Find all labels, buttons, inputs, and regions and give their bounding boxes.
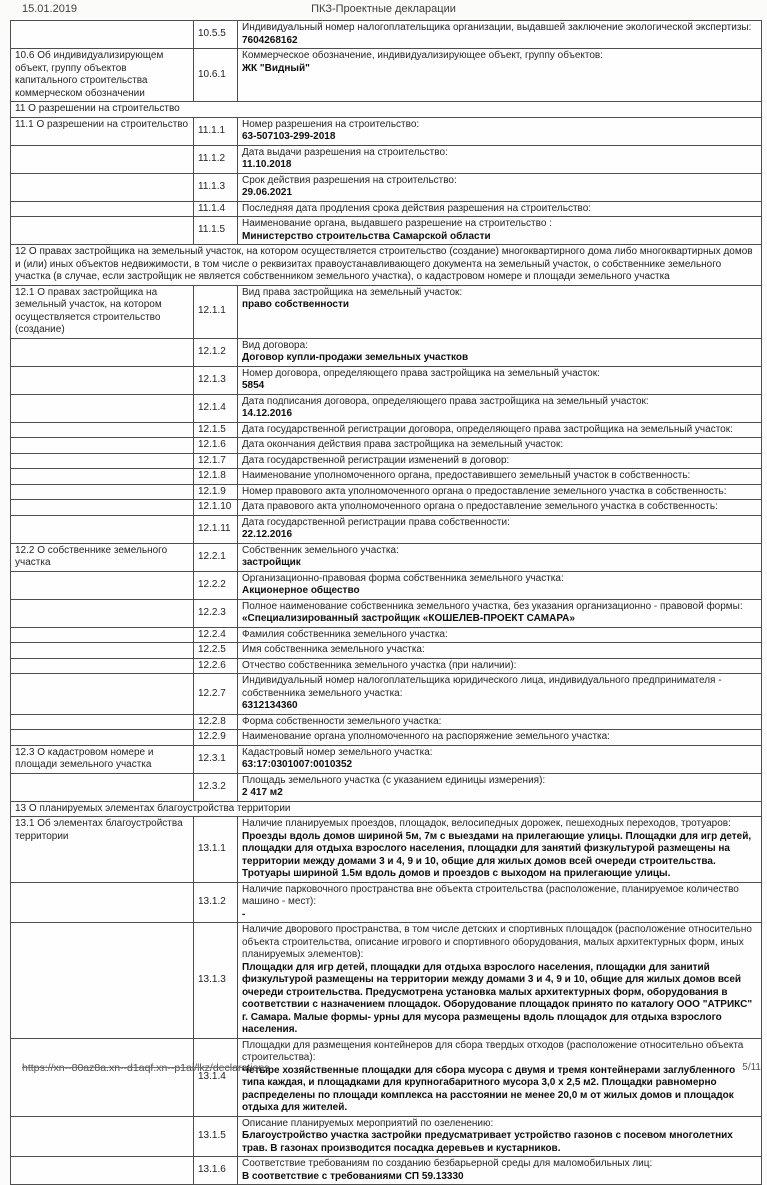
row-group-label bbox=[11, 572, 194, 599]
row-content bbox=[238, 643, 761, 658]
table-row bbox=[11, 715, 761, 731]
section-title: 13 О планируемых элементах благоустройства территории bbox=[15, 802, 291, 814]
field-label: Номер договора, определяющего права застройщика на земельный участок: bbox=[242, 367, 600, 379]
table-row bbox=[11, 923, 761, 1039]
footer-url: https://xn--80az8a.xn--d1aqf.xn--p1ai/lkz/declarations bbox=[22, 1062, 270, 1074]
row-number: 12.2.3 bbox=[194, 600, 238, 627]
row-group-label bbox=[11, 674, 194, 714]
field-label: Описание планируемых мероприятий по озеленению: bbox=[242, 1117, 494, 1129]
row-group-label bbox=[11, 715, 194, 730]
row-number: 11.1.1 bbox=[194, 118, 238, 145]
row-content bbox=[238, 367, 761, 394]
table-row bbox=[11, 730, 761, 746]
field-value: 63-507103-299-2018 bbox=[242, 131, 336, 142]
row-group-label: 12.1 О правах застройщика на земельный участок, на котором осуществляется строительство (создание) bbox=[11, 286, 194, 338]
row-content bbox=[238, 628, 761, 643]
field-label: Площадь земельного участка (с указанием единицы измерения): bbox=[242, 774, 546, 786]
row-number: 12.1.3 bbox=[194, 367, 238, 394]
table-row bbox=[11, 628, 761, 644]
row-content bbox=[238, 516, 761, 543]
field-label: Полное наименование собственника земельного участка, без указания организационно - правовой формы: bbox=[242, 600, 743, 612]
table-row bbox=[11, 286, 761, 339]
section-title: 12 О правах застройщика на земельный участок, на котором осуществляется строительство (создание) многоквартирного дома либо многоквартирных домов и (или) иных объектов недвижимости, в том числе о реквизитах правоустанавливающего документа на земельный участок, о собственнике земельного участка (в случае, если застройщик не является собственником земельного участка), о кадастровом номере и площади земельного участка bbox=[15, 246, 753, 282]
row-number: 13.1.6 bbox=[194, 1157, 238, 1184]
field-label: Наименование уполномоченного органа, предоставившего земельный участок в собственность: bbox=[242, 470, 691, 481]
row-content bbox=[238, 174, 761, 201]
field-label: Дата окончания действия права застройщика на земельный участок: bbox=[242, 439, 564, 450]
row-content bbox=[238, 500, 761, 515]
row-number: 12.2.6 bbox=[194, 659, 238, 674]
field-label: Имя собственника земельного участка: bbox=[242, 644, 425, 655]
row-group-label bbox=[11, 774, 194, 801]
row-group-label bbox=[11, 469, 194, 484]
table-row bbox=[11, 485, 761, 501]
row-number: 11.1.3 bbox=[194, 174, 238, 201]
field-label: Наименование органа уполномоченного на распоряжение земельного участка: bbox=[242, 731, 610, 742]
row-group-label bbox=[11, 217, 194, 244]
table-row bbox=[11, 395, 761, 423]
row-number: 13.1.5 bbox=[194, 1117, 238, 1157]
row-number: 12.3.2 bbox=[194, 774, 238, 801]
table-row bbox=[11, 500, 761, 516]
row-group-label bbox=[11, 146, 194, 173]
field-label: Форма собственности земельного участка: bbox=[242, 715, 442, 727]
row-number: 13.1.1 bbox=[194, 817, 238, 882]
row-number: 10.6.1 bbox=[194, 49, 238, 101]
table-row bbox=[11, 600, 761, 628]
row-content bbox=[238, 1117, 761, 1157]
table-row bbox=[11, 774, 761, 802]
table-row bbox=[11, 544, 761, 572]
row-number: 12.1.11 bbox=[194, 516, 238, 543]
print-date: 15.01.2019 bbox=[22, 3, 78, 15]
row-number: 12.2.4 bbox=[194, 628, 238, 643]
row-content bbox=[238, 395, 761, 422]
field-label: Последняя дата продления срока действия разрешения на строительство: bbox=[242, 202, 592, 214]
table-row bbox=[11, 202, 761, 218]
table-row bbox=[11, 572, 761, 600]
field-label: Вид договора: bbox=[242, 339, 308, 351]
field-label: Отчество собственника земельного участка (при наличии): bbox=[242, 659, 517, 671]
row-group-label bbox=[11, 21, 194, 48]
row-content bbox=[238, 746, 761, 773]
row-number: 13.1.3 bbox=[194, 923, 238, 1038]
field-label: Кадастровый номер земельного участка: bbox=[242, 746, 433, 758]
field-value: застройщик bbox=[242, 557, 301, 568]
row-content bbox=[238, 146, 761, 173]
row-content bbox=[238, 454, 761, 469]
field-label: Организационно-правовая форма собственника земельного участка: bbox=[242, 572, 564, 584]
row-content bbox=[238, 1157, 761, 1184]
row-group-label bbox=[11, 628, 194, 643]
field-value: 14.12.2016 bbox=[242, 408, 293, 419]
row-group-label bbox=[11, 500, 194, 515]
print-header bbox=[0, 0, 767, 20]
row-number: 13.1.4 bbox=[194, 1039, 238, 1116]
print-footer bbox=[0, 1060, 767, 1080]
row-group-label bbox=[11, 395, 194, 422]
field-label: Соответствие требованиям по созданию безбарьерной среды для маломобильных лиц: bbox=[242, 1158, 653, 1169]
row-number: 12.1.4 bbox=[194, 395, 238, 422]
table-row bbox=[11, 1117, 761, 1158]
table-row bbox=[11, 817, 761, 883]
row-content bbox=[238, 659, 761, 674]
row-number: 11.1.5 bbox=[194, 217, 238, 244]
field-label: Наличие планируемых проездов, площадок, велосипедных дорожек, пешеходных переходов, тротуаров: bbox=[242, 818, 731, 829]
table-row bbox=[11, 659, 761, 675]
field-label: Срок действия разрешения на строительство: bbox=[242, 174, 457, 186]
row-number: 10.5.5 bbox=[194, 21, 238, 48]
field-value: ЖК "Видный" bbox=[242, 62, 310, 74]
field-value: 2 417 м2 bbox=[242, 787, 283, 798]
field-value: Площадки для игр детей, площадки для отдыха взрослого населения, площадки для занитий физкультурой размещены на территории между домами 3 и 4, 9 и 10, общие для жилых домов всей очереди строительства. Предусмотрена установка малых архитектурных форм, оборудования в соответствии с назначением площадок. Оборудование площадок принято по каталогу ООО "АТРИКС" г. Самара. Малые формы- урны для мусора размещены вдоль площадок для отдыха взрослого населения. bbox=[242, 961, 753, 1035]
row-group-label bbox=[11, 516, 194, 543]
table-row bbox=[11, 174, 761, 202]
table-row bbox=[11, 1157, 761, 1184]
page-title: ПКЗ-Проектные декларации bbox=[311, 3, 456, 15]
section-row bbox=[11, 802, 761, 818]
field-value: В соответствие с требованиями СП 59.13330 bbox=[242, 1170, 464, 1182]
declaration-table bbox=[10, 20, 762, 1185]
row-number: 12.2.2 bbox=[194, 572, 238, 599]
field-label: Индивидуальный номер налогоплательщика организации, выдавшей заключение экологической экспертизы: bbox=[242, 22, 752, 33]
row-number: 12.1.7 bbox=[194, 454, 238, 469]
table-row bbox=[11, 118, 761, 146]
row-number: 12.1.5 bbox=[194, 423, 238, 438]
section-row bbox=[11, 102, 761, 118]
table-row bbox=[11, 146, 761, 174]
field-label: Вид права застройщика на земельный участок: bbox=[242, 286, 463, 298]
field-value: 29.06.2021 bbox=[242, 187, 293, 198]
field-label: Номер правового акта уполномоченного органа о предоставление земельного участка в собственность: bbox=[242, 485, 727, 497]
row-group-label bbox=[11, 659, 194, 674]
row-group-label bbox=[11, 454, 194, 469]
field-value: - bbox=[242, 908, 246, 920]
row-number: 12.2.9 bbox=[194, 730, 238, 745]
table-row bbox=[11, 339, 761, 367]
field-label: Наличие парковочного пространства вне объекта строительства (расположение, планируемое количество машино - мест): bbox=[242, 883, 739, 907]
field-value: 63:17:0301007:0010352 bbox=[242, 759, 353, 770]
row-content bbox=[238, 118, 761, 145]
row-number: 11.1.2 bbox=[194, 146, 238, 173]
field-value: 5854 bbox=[242, 380, 265, 391]
field-value: 22.12.2016 bbox=[242, 529, 293, 540]
table-row bbox=[11, 423, 761, 439]
row-group-label bbox=[11, 423, 194, 438]
row-group-label: 13.1 Об элементах благоустройства территории bbox=[11, 817, 194, 882]
row-content bbox=[238, 774, 761, 801]
row-content bbox=[238, 730, 761, 745]
row-content bbox=[238, 817, 761, 882]
row-number: 12.2.8 bbox=[194, 715, 238, 730]
field-label: Номер разрешения на строительство: bbox=[242, 118, 420, 130]
table-row bbox=[11, 469, 761, 485]
row-content bbox=[238, 469, 761, 484]
table-row bbox=[11, 516, 761, 544]
field-value: 11.10.2018 bbox=[242, 159, 292, 170]
field-value: Акционерное общество bbox=[242, 585, 360, 596]
row-content bbox=[238, 674, 761, 714]
field-label: Площадки для размещения контейнеров для сбора твердых отходов (расположение относительно объекта строительства): bbox=[242, 1039, 744, 1063]
row-content bbox=[238, 286, 761, 338]
row-number: 12.1.8 bbox=[194, 469, 238, 484]
row-number: 12.3.1 bbox=[194, 746, 238, 773]
table-row bbox=[11, 367, 761, 395]
section-title: 11 О разрешении на строительство bbox=[15, 103, 180, 114]
row-group-label bbox=[11, 367, 194, 394]
table-row bbox=[11, 21, 761, 49]
row-group-label: 11.1 О разрешении на строительство bbox=[11, 118, 194, 145]
field-value: 7604268162 bbox=[242, 34, 298, 46]
field-value: Четыре хозяйственные площадки для сбора мусора с двумя и тремя контейнерами заглубленного типа каждая, и площадками для крупногабаритного мусора 3,0 х 2,5 м2. Площадки равномерно распределены по площади комплекса на расстоянии не менее 20,0 м от жилых домов и площадок отдыха для жителей. bbox=[242, 1064, 736, 1113]
field-value: 6312134360 bbox=[242, 700, 298, 711]
field-label: Индивидуальный номер налогоплательщика юридического лица, индивидуального предпринимателя - собственника земельного участка: bbox=[242, 675, 722, 699]
field-label: Коммерческое обозначение, индивидуализирующее объект, группу объектов: bbox=[242, 50, 604, 61]
table-row bbox=[11, 883, 761, 924]
field-value: право собственности bbox=[242, 299, 350, 310]
field-label: Фамилия собственника земельного участка: bbox=[242, 628, 448, 640]
row-content bbox=[238, 883, 761, 923]
row-group-label bbox=[11, 485, 194, 500]
row-number: 12.1.1 bbox=[194, 286, 238, 338]
field-label: Наличие дворового пространства, в том числе детских и спортивных площадок (расположение относительно объекта строительства, описание игрового и спортивного оборудования, малых архитектурных форм, иных планируемых элементов): bbox=[242, 924, 752, 960]
table-row bbox=[11, 49, 761, 102]
row-group-label bbox=[11, 730, 194, 745]
row-number: 12.2.1 bbox=[194, 544, 238, 571]
row-content bbox=[238, 572, 761, 599]
row-number: 11.1.4 bbox=[194, 202, 238, 217]
field-label: Наименование органа, выдавшего разрешение на строительство : bbox=[242, 218, 552, 229]
row-group-label: 12.3 О кадастровом номере и площади земельного участка bbox=[11, 746, 194, 773]
field-value: «Специализированный застройщик «КОШЕЛЕВ-ПРОЕКТ САМАРА» bbox=[242, 613, 575, 624]
table-row bbox=[11, 217, 761, 245]
table-row bbox=[11, 643, 761, 659]
row-group-label bbox=[11, 174, 194, 201]
table-row bbox=[11, 746, 761, 774]
row-number: 12.2.5 bbox=[194, 643, 238, 658]
row-number: 13.1.2 bbox=[194, 883, 238, 923]
table-row bbox=[11, 454, 761, 470]
row-group-label bbox=[11, 1157, 194, 1184]
row-group-label bbox=[11, 923, 194, 1038]
field-label: Дата выдачи разрешения на строительство: bbox=[242, 146, 448, 158]
row-content bbox=[238, 438, 761, 453]
row-content bbox=[238, 923, 761, 1038]
field-label: Дата правового акта уполномоченного органа о предоставление земельного участка в собственность: bbox=[242, 501, 718, 512]
field-label: Дата государственной регистрации изменений в договор: bbox=[242, 454, 510, 466]
row-content bbox=[238, 600, 761, 627]
row-number: 12.1.9 bbox=[194, 485, 238, 500]
table-row bbox=[11, 438, 761, 454]
row-content bbox=[238, 49, 761, 101]
row-content bbox=[238, 339, 761, 366]
field-value: Договор купли-продажи земельных участков bbox=[242, 352, 469, 363]
row-group-label bbox=[11, 202, 194, 217]
table-row bbox=[11, 674, 761, 715]
row-number: 12.2.7 bbox=[194, 674, 238, 714]
row-number: 12.1.2 bbox=[194, 339, 238, 366]
row-content bbox=[238, 21, 761, 48]
field-value: Благоустройство участка застройки предусматривает устройство газонов с посевом многолетних трав. В газонах производится посадка деревьев и кустарников. bbox=[242, 1130, 733, 1154]
row-group-label bbox=[11, 643, 194, 658]
row-group-label bbox=[11, 438, 194, 453]
section-row bbox=[11, 245, 761, 286]
row-group-label: 12.2 О собственнике земельного участка bbox=[11, 544, 194, 571]
row-number: 12.1.10 bbox=[194, 500, 238, 515]
row-group-label bbox=[11, 883, 194, 923]
row-content bbox=[238, 715, 761, 730]
row-content bbox=[238, 202, 761, 217]
field-label: Дата подписания договора, определяющего права застройщика на земельный участок: bbox=[242, 395, 649, 407]
row-group-label: 10.6 Об индивидуализирующем объект, группу объектов капитального строительства коммерческом обозначении bbox=[11, 49, 194, 101]
row-group-label bbox=[11, 339, 194, 366]
field-label: Собственник земельного участка: bbox=[242, 544, 399, 556]
field-label: Дата государственной регистрации договора, определяющего права застройщика на земельный участок: bbox=[242, 423, 733, 435]
row-content bbox=[238, 423, 761, 438]
field-value: Министерство строительства Самарской области bbox=[242, 230, 491, 242]
row-content bbox=[238, 485, 761, 500]
row-group-label bbox=[11, 1117, 194, 1157]
row-group-label bbox=[11, 600, 194, 627]
row-content bbox=[238, 544, 761, 571]
field-value: Проезды вдоль домов шириной 5м, 7м с выездами на прилегающие улицы. Площадки для игр детей, площадки для отдыха взрослого населения, площадки для занятий физкультурой размещены на территории между домами 3 и 4, 9 и 10, общие для жилых домов всей очереди строительства. Тротуары шириной 1.5м вдоль домов и проездов с выходом на прилегающие улицы. bbox=[242, 830, 752, 879]
page-number: 5/11 bbox=[742, 1062, 761, 1073]
row-content bbox=[238, 217, 761, 244]
field-label: Дата государственной регистрации права собственности: bbox=[242, 516, 510, 528]
row-number: 12.1.6 bbox=[194, 438, 238, 453]
